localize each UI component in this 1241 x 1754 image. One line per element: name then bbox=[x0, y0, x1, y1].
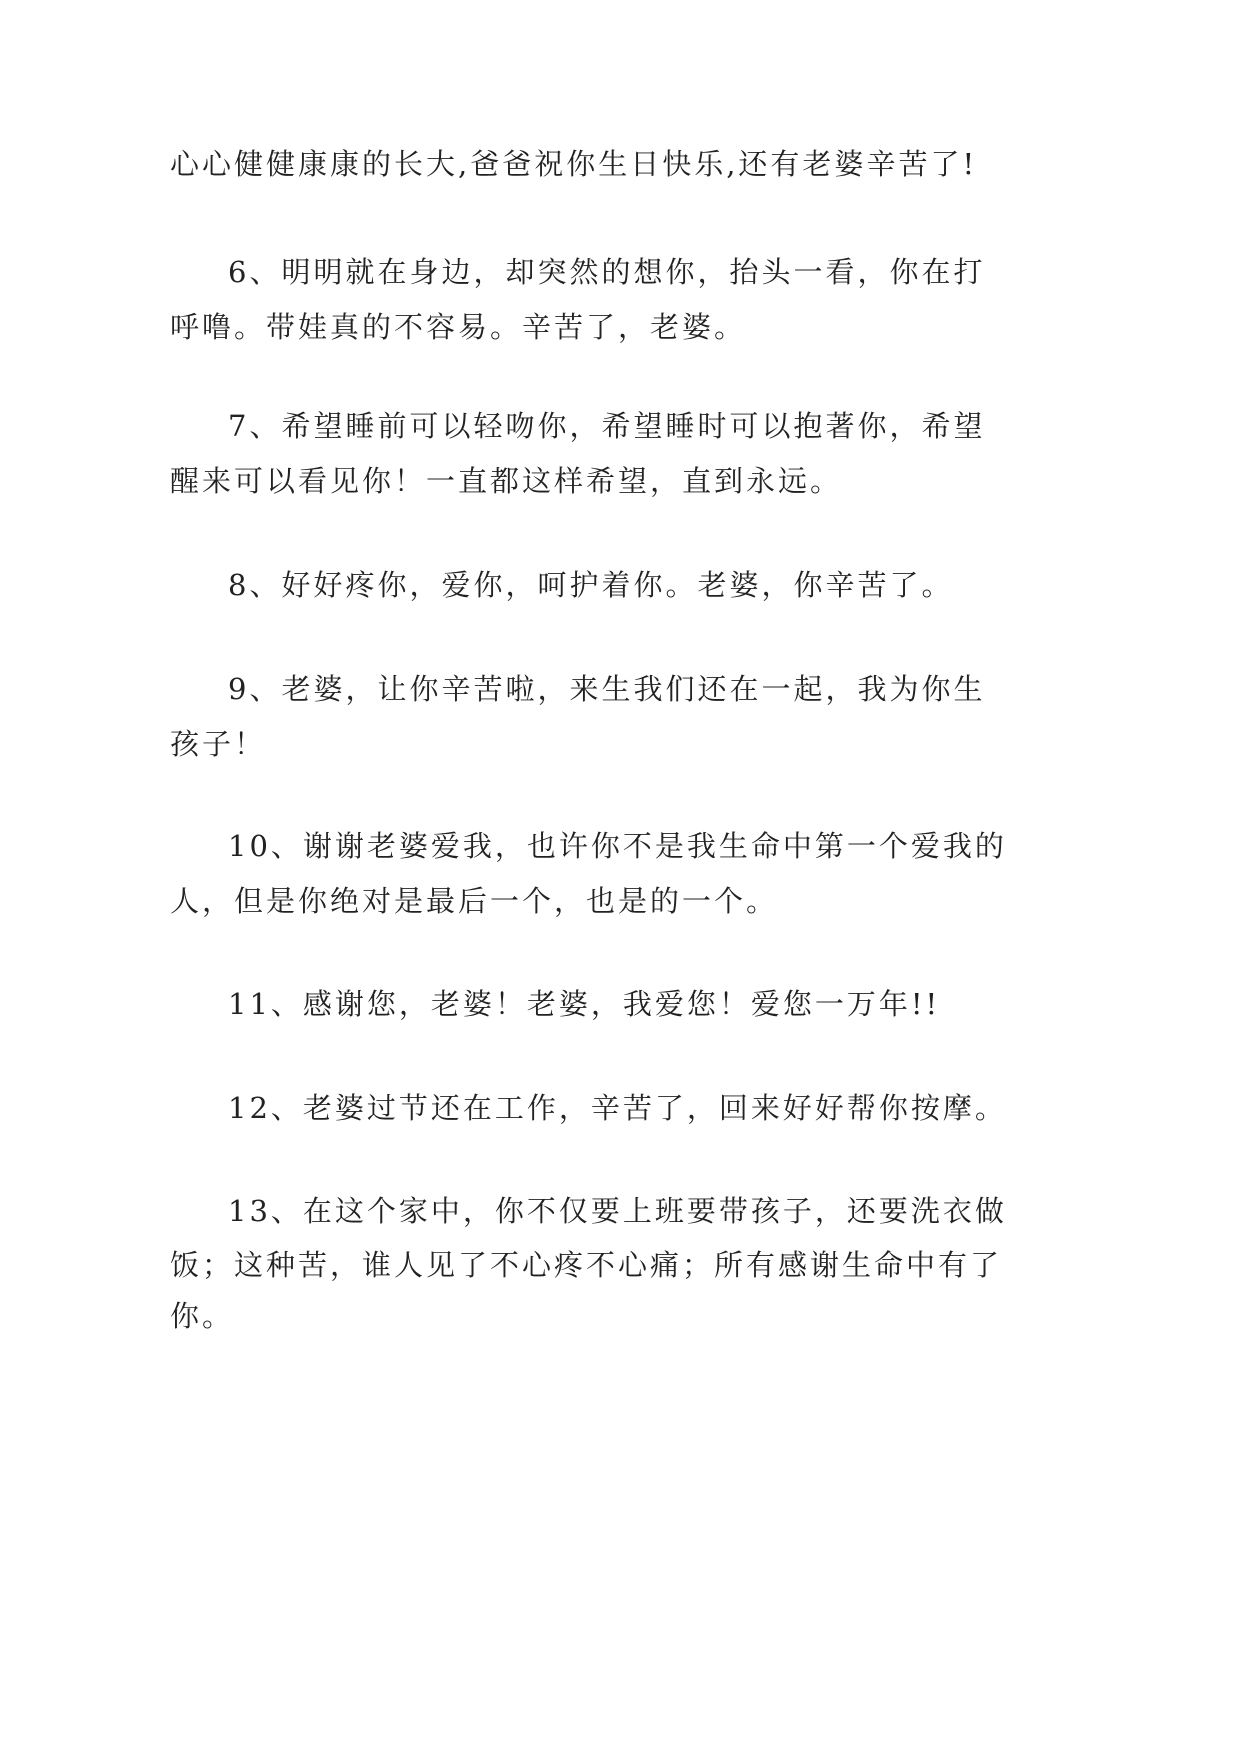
paragraph-line: 7、希望睡前可以轻吻你，希望睡时可以抱著你，希望 bbox=[228, 409, 986, 443]
paragraph-line: 10、谢谢老婆爱我，也许你不是我生命中第一个爱我的 bbox=[228, 829, 1007, 863]
paragraph-line: 呼噜。带娃真的不容易。辛苦了，老婆。 bbox=[170, 310, 747, 344]
paragraph-line: 11、感谢您，老婆！老婆，我爱您！爱您一万年!! bbox=[228, 987, 941, 1021]
paragraph-line: 12、老婆过节还在工作，辛苦了，回来好好帮你按摩。 bbox=[228, 1091, 1007, 1125]
paragraph-line: 心心健健康康的长大,爸爸祝你生日快乐,还有老婆辛苦了! bbox=[170, 147, 978, 181]
paragraph-line: 孩子！ bbox=[170, 727, 267, 761]
paragraph-line: 8、好好疼你，爱你，呵护着你。老婆，你辛苦了。 bbox=[228, 568, 954, 602]
paragraph-line: 6、明明就在身边，却突然的想你，抬头一看，你在打 bbox=[228, 255, 986, 289]
paragraph-line: 9、老婆，让你辛苦啦，来生我们还在一起，我为你生 bbox=[228, 672, 986, 706]
paragraph-line: 人，但是你绝对是最后一个，也是的一个。 bbox=[170, 884, 779, 918]
paragraph-line: 13、在这个家中，你不仅要上班要带孩子，还要洗衣做 bbox=[228, 1194, 1007, 1228]
paragraph-line: 你。 bbox=[170, 1299, 235, 1333]
paragraph-line: 醒来可以看见你！一直都这样希望，直到永远。 bbox=[170, 464, 843, 498]
paragraph-line: 饭；这种苦，谁人见了不心疼不心痛；所有感谢生命中有了 bbox=[170, 1248, 1003, 1282]
